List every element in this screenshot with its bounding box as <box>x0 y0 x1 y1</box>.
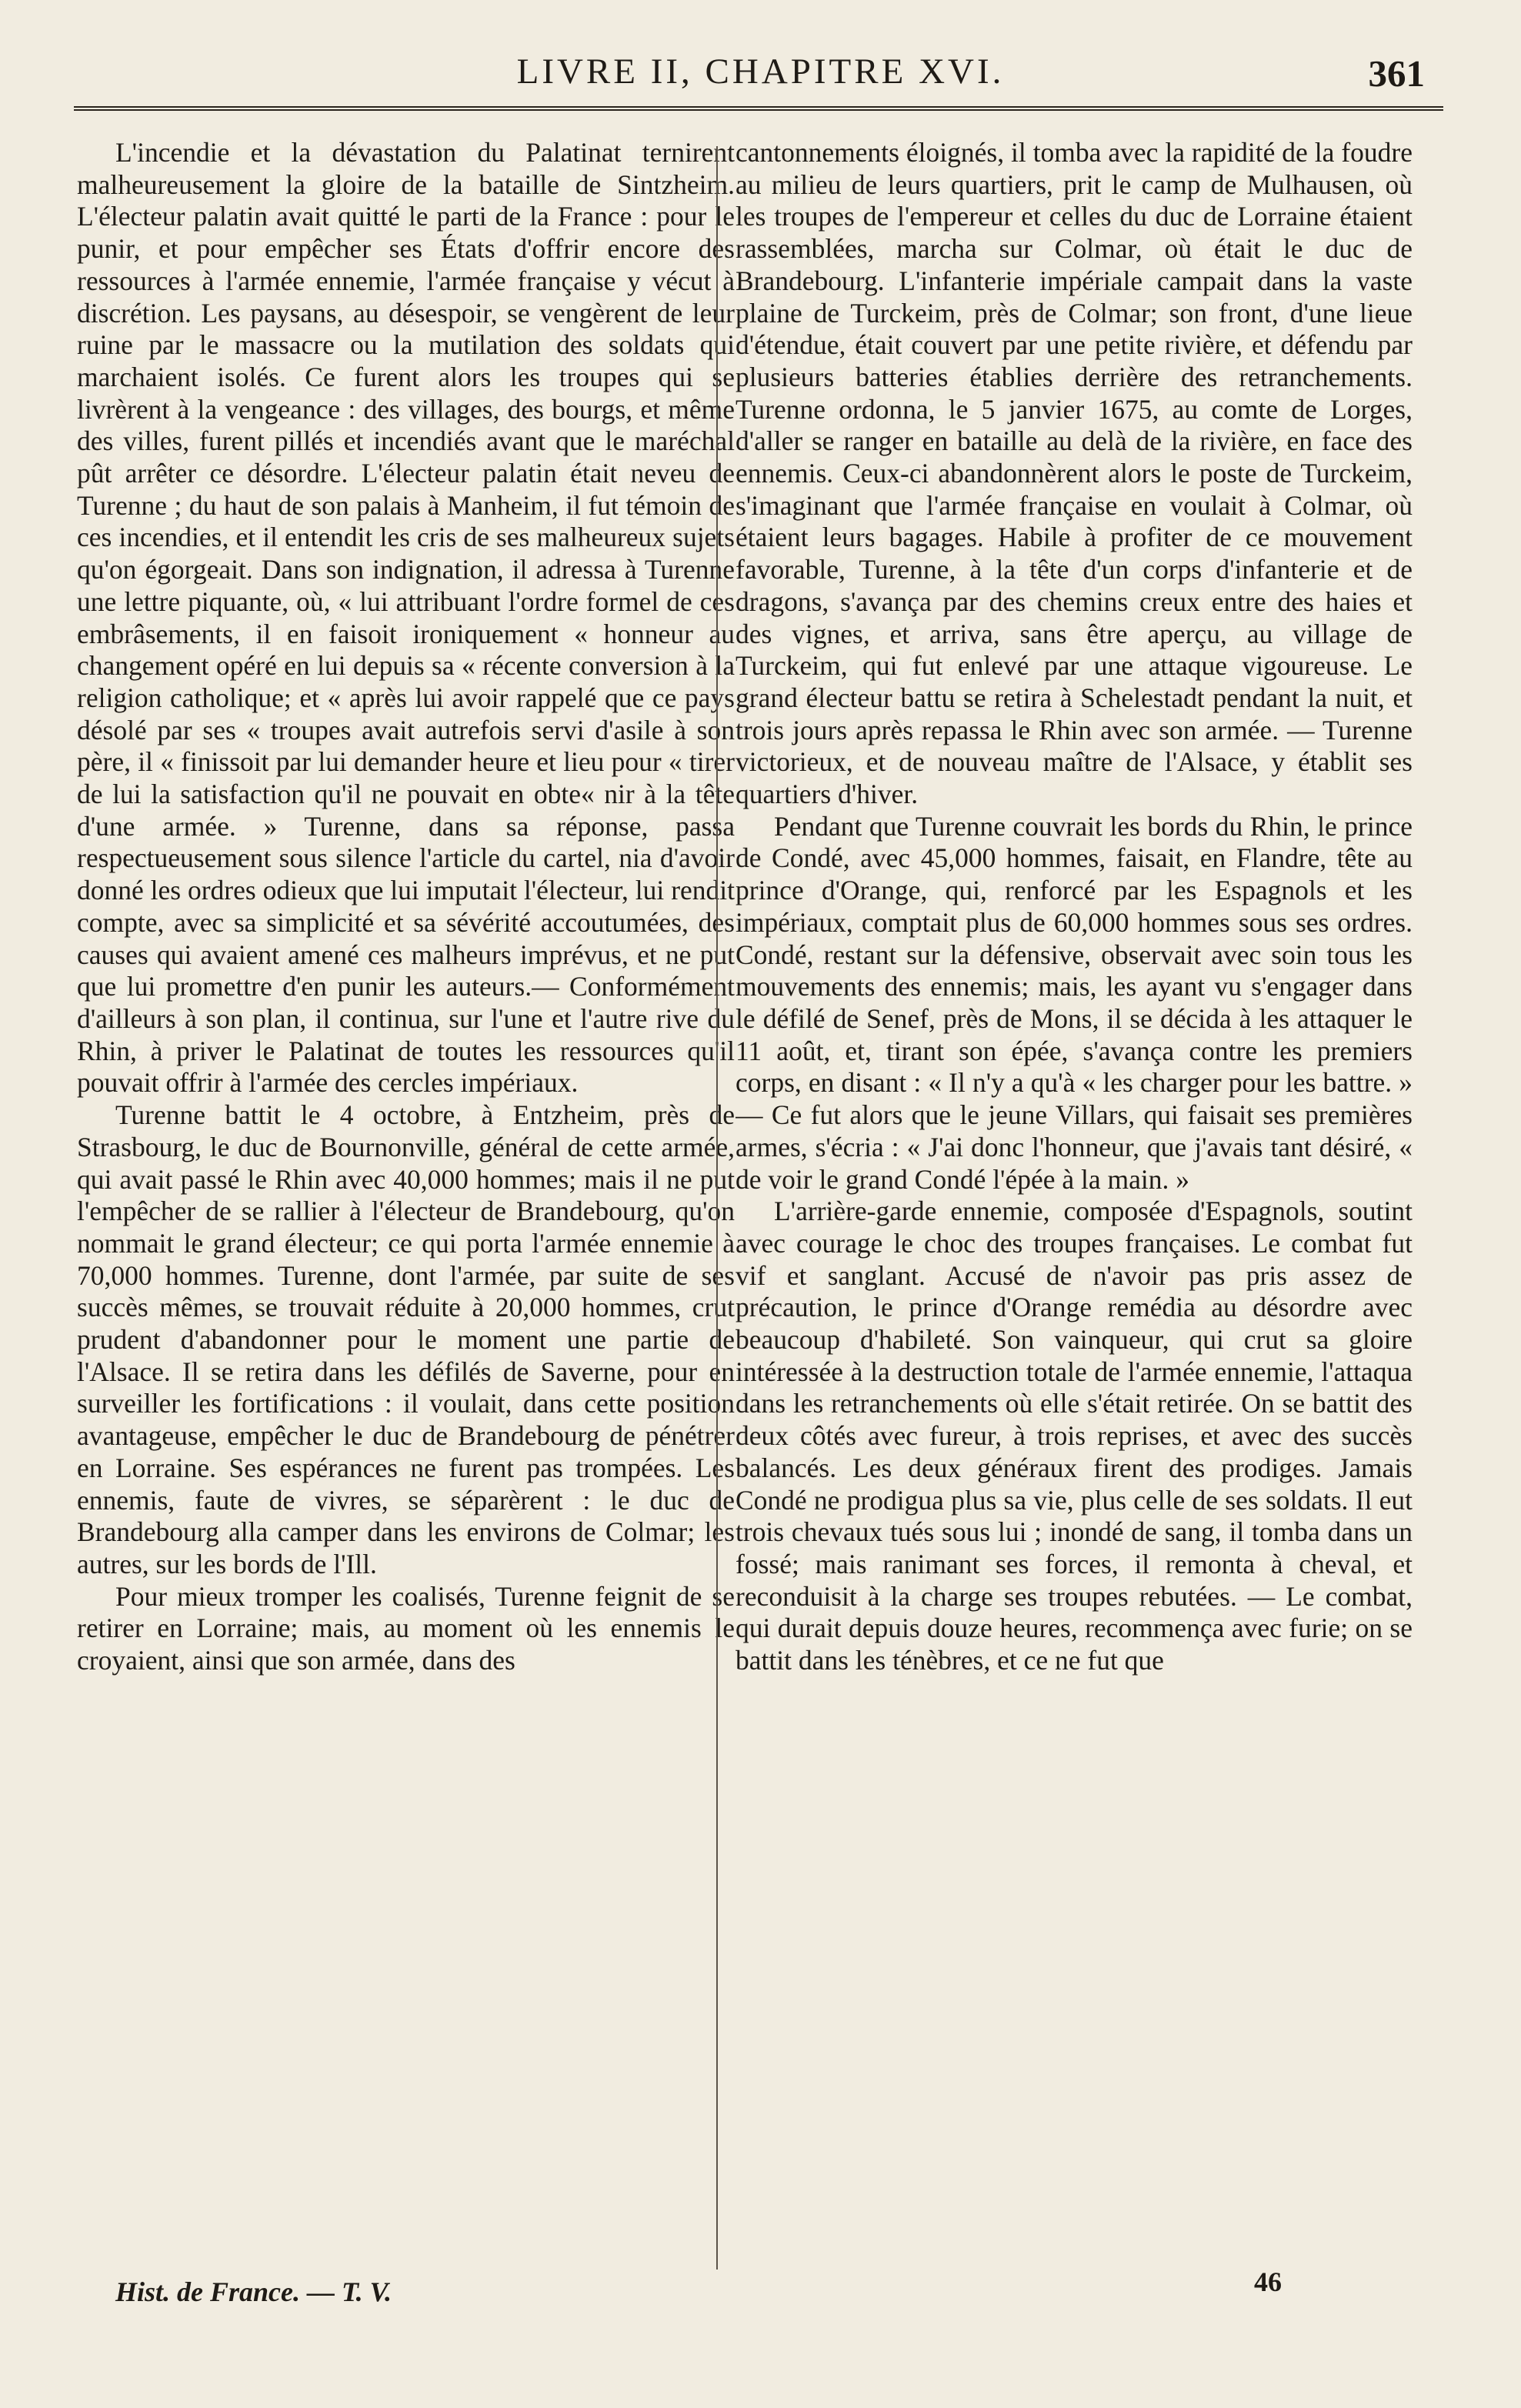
signature-mark: 46 <box>1254 2266 1282 2297</box>
left-column <box>77 137 735 2272</box>
running-header <box>0 37 1521 106</box>
header-rule <box>74 106 1443 111</box>
paragraph: Pendant que Turenne couvrait les bords du Rhin, le prince de Condé, avec 45,000 hommes, faisait, en Flandre, tête au prince d'Orange, qui, renforcé par les Espagnols et les impériaux, comptait plus de 60,000 hommes sous ses ordres. Condé, restant sur la défensive, observait avec soin tous les mouvements des ennemis; mais, les ayant vu s'engager dans le défilé de Senef, près de Mons, il se décida à les attaquer le 11 août, et, tirant son épée, s'avança contre les premiers corps, en disant : « Il n'y a qu'à « les charger pour les battre. » — Ce fut alors que le jeune Villars, qui faisait ses premières armes, s'écria : « J'ai donc l'honneur, que j'avais tant désiré, « de voir le grand Condé l'épée à la main. » <box>735 810 1413 1195</box>
paragraph: Pour mieux tromper les coalisés, Turenne feignit de se retirer en Lorraine; mais, au moment où les ennemis le croyaient, ainsi que son armée, dans des <box>77 1580 735 1676</box>
paragraph: cantonnements éloignés, il tomba avec la rapidité de la foudre au milieu de leurs quartiers, prit le camp de Mulhausen, où les troupes de l'empereur et celles du duc de Lorraine étaient rassemblées, marcha sur Colmar, où était le duc de Brandebourg. L'infanterie impériale campait dans la vaste plaine de Turckeim, près de Colmar; son front, d'une lieue d'étendue, était couvert par une petite rivière, et défendu par plusieurs batteries établies derrière des retranchements. Turenne ordonna, le 5 janvier 1675, au comte de Lorges, d'aller se ranger en bataille au delà de la rivière, en face des ennemis. Ceux-ci abandonnèrent alors le poste de Turckeim, s'imaginant que l'armée française en voulait à Colmar, où étaient leurs bagages. Habile à profiter de ce mouvement favorable, Turenne, à la tête d'un corps d'infanterie et de dragons, s'avança par des chemins creux entre des haies et des vignes, et arriva, sans être aperçu, au village de Turckeim, qui fut enlevé par une attaque vigoureuse. Le grand électeur battu se retira à Schelestadt pendant la nuit, et trois jours après repassa le Rhin avec son armée. — Turenne victorieux, et de nouveau maître de l'Alsace, y établit ses quartiers d'hiver. <box>735 137 1413 810</box>
book-reference: Hist. de France. — T. V. <box>115 2276 392 2307</box>
chapter-title: LIVRE II, CHAPITRE XVI. <box>516 52 1005 92</box>
paragraph: L'arrière-garde ennemie, composée d'Espagnols, soutint avec courage le choc des troupes françaises. Le combat fut vif et sanglant. Accusé de n'avoir pas pris assez de précaution, le prince d'Orange remédia au désordre avec beaucoup d'habileté. Son vainqueur, qui crut sa gloire intéressée à la destruction totale de l'armée ennemie, l'attaqua dans les retranchements où elle s'était retirée. On se battit des deux côtés avec fureur, à trois reprises, et avec des succès balancés. Les deux généraux firent des prodiges. Jamais Condé ne prodigua plus sa vie, plus celle de ses soldats. Il eut trois chevaux tués sous lui ; inondé de sang, il tomba dans un fossé; mais ranimant ses forces, il remonta à cheval, et reconduisit à la charge ses troupes rebutées. — Le combat, qui durait depuis douze heures, recommença avec furie; on se battit dans les ténèbres, et ce ne fut que <box>735 1196 1413 1676</box>
paragraph: L'incendie et la dévastation du Palatinat ternirent malheureusement la gloire de la bataille de Sintzheim. L'électeur palatin avait quitté le parti de la France : pour le punir, et pour empêcher ses États d'offrir encore des ressources à l'armée ennemie, l'armée française y vécut à discrétion. Les paysans, au désespoir, se vengèrent de leur ruine par le massacre ou la mutilation des soldats qui marchaient isolés. Ce furent alors les troupes qui se livrèrent à la vengeance : des villages, des bourgs, et même des villes, furent pillés et incendiés avant que le maréchal pût arrêter ce désordre. L'électeur palatin était neveu de Turenne ; du haut de son palais à Manheim, il fut témoin de ces incendies, et il entendit les cris de ses malheureux sujets qu'on égorgeait. Dans son indignation, il adressa à Turenne une lettre piquante, où, « lui attribuant l'ordre formel de ces embrâsements, il en faisoit ironiquement « honneur au changement opéré en lui depuis sa « récente conversion à la religion catholique; et « après lui avoir rappelé que ce pays désolé par ses « troupes avait autrefois servi d'asile à son père, il « finissoit par lui demander heure et lieu pour « tirer de lui la satisfaction qu'il ne pouvait en obte« nir à la tête d'une armée. » Turenne, dans sa réponse, passa respectueusement sous silence l'article du cartel, nia d'avoir donné les ordres odieux que lui imputait l'électeur, lui rendit compte, avec sa simplicité et sa sévérité accoutumées, des causes qui avaient amené ces malheurs imprévus, et ne put que lui promettre d'en punir les auteurs.— Conformément d'ailleurs à son plan, il continua, sur l'une et l'autre rive du Rhin, à priver le Palatinat de toutes les ressources qu'il pouvait offrir à l'armée des cercles impériaux. <box>77 137 735 1099</box>
column-divider <box>716 146 718 2270</box>
right-column <box>735 137 1413 2272</box>
paragraph: Turenne battit le 4 octobre, à Entzheim, près de Strasbourg, le duc de Bournonville, général de cette armée, qui avait passé le Rhin avec 40,000 hommes; mais il ne put l'empêcher de se rallier à l'électeur de Brandebourg, qu'on nommait le grand électeur; ce qui porta l'armée ennemie à 70,000 hommes. Turenne, dont l'armée, par suite de ses succès mêmes, se trouvait réduite à 20,000 hommes, crut prudent d'abandonner pour le moment une partie de l'Alsace. Il se retira dans les défilés de Saverne, pour en surveiller les fortifications : il voulait, dans cette position avantageuse, empêcher le duc de Brandebourg de pénétrer en Lorraine. Ses espérances ne furent pas trompées. Les ennemis, faute de vivres, se séparèrent : le duc de Brandebourg alla camper dans les environs de Colmar; les autres, sur les bords de l'Ill. <box>77 1099 735 1579</box>
page-number: 361 <box>1368 52 1425 95</box>
